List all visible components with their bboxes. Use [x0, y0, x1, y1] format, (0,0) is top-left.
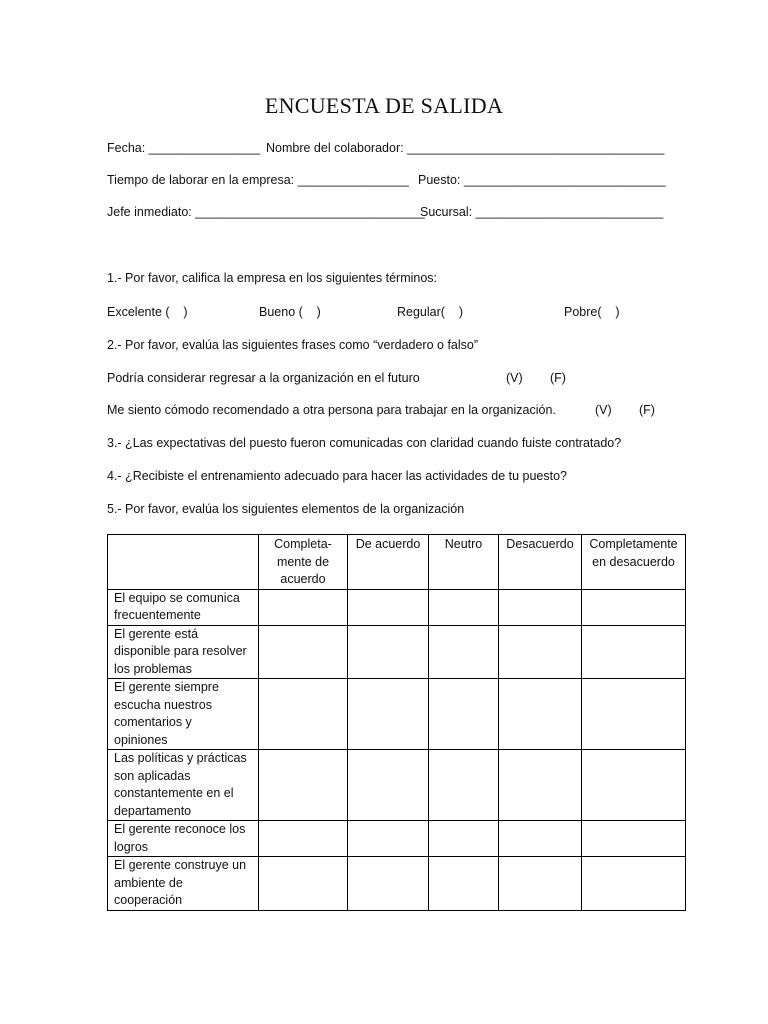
header-completamente-en-desacuerdo-l1: Completamente — [589, 537, 678, 551]
row-2-l2: disponible para resolver — [114, 644, 247, 658]
row-4-l4: departamento — [114, 803, 192, 818]
answer-cell[interactable] — [582, 857, 686, 911]
row-1-l2: frecuentemente — [114, 608, 201, 622]
question-5: 5.- Por favor, evalúa los siguientes elementos de la organización — [107, 502, 465, 516]
answer-cell[interactable] — [259, 750, 348, 821]
answer-cell[interactable] — [582, 589, 686, 625]
table-row — [108, 679, 686, 750]
row-3-l1: El gerente siempre — [114, 680, 219, 694]
sucursal-field: Sucursal: ___________________________ — [420, 205, 664, 219]
row-3-l2: escucha nuestros — [114, 697, 212, 712]
answer-cell[interactable] — [582, 750, 686, 821]
answer-cell[interactable] — [582, 625, 686, 679]
table-row — [108, 821, 686, 857]
answer-cell[interactable] — [259, 679, 348, 750]
answer-cell[interactable] — [259, 625, 348, 679]
row-label — [108, 625, 259, 679]
fecha-field: Fecha: ________________ — [107, 141, 260, 155]
statement-2: Me siento cómodo recomendado a otra persona para trabajar en la organización. — [107, 403, 556, 417]
row-2-l3: los problemas — [114, 661, 192, 676]
table-header-row — [108, 535, 686, 590]
header-completamente-en-desacuerdo-l2: en desacuerdo — [592, 554, 675, 569]
option-pobre: Pobre( ) — [564, 305, 620, 319]
header-completamente-de-acuerdo-l1: Completa- — [274, 537, 332, 551]
header-neutro: Neutro — [429, 535, 499, 590]
row-3-l3: comentarios y — [114, 715, 192, 729]
statement-1: Podría considerar regresar a la organización en el futuro — [107, 371, 420, 385]
row-6-l1: El gerente construye un — [114, 858, 247, 872]
row-6-l2: ambiente de — [114, 875, 183, 890]
question-1: 1.- Por favor, califica la empresa en los siguientes términos: — [107, 271, 438, 285]
row-label — [108, 750, 259, 821]
option-bueno: Bueno ( ) — [259, 305, 321, 319]
table-row — [108, 625, 686, 679]
answer-cell[interactable] — [499, 857, 582, 911]
row-label — [108, 821, 259, 857]
header-completamente-en-desacuerdo — [582, 535, 686, 590]
answer-cell[interactable] — [499, 821, 582, 857]
colaborador-field: Nombre del colaborador: _____________________________________ — [266, 141, 665, 155]
answer-cell[interactable] — [348, 857, 429, 911]
row-6-l3: cooperación — [114, 893, 183, 907]
row-label — [108, 857, 259, 911]
question-4: 4.- ¿Recibiste el entrenamiento adecuado para hacer las actividades de tu puesto? — [107, 469, 568, 483]
answer-cell[interactable] — [429, 679, 499, 750]
option-regular: Regular( ) — [397, 305, 463, 319]
question-2: 2.- Por favor, evalúa las siguientes frases como “verdadero o falso” — [107, 338, 479, 352]
evaluation-table — [107, 534, 686, 911]
header-de-acuerdo: De acuerdo — [348, 535, 429, 590]
row-4-l3: constantemente en el — [114, 786, 234, 800]
header-desacuerdo: Desacuerdo — [499, 535, 582, 590]
answer-cell[interactable] — [348, 679, 429, 750]
answer-cell[interactable] — [582, 679, 686, 750]
answer-cell[interactable] — [348, 625, 429, 679]
row-5-l2: logros — [114, 839, 149, 854]
row-label — [108, 589, 259, 625]
answer-cell[interactable] — [429, 821, 499, 857]
row-3-l4: opiniones — [114, 732, 168, 747]
document-title: ENCUESTA DE SALIDA — [264, 93, 504, 118]
header-completamente-de-acuerdo-l2: mente de — [276, 554, 330, 569]
table-row — [108, 589, 686, 625]
table-row — [108, 750, 686, 821]
answer-cell[interactable] — [499, 750, 582, 821]
answer-cell[interactable] — [259, 589, 348, 625]
statement-1-v: (V) — [506, 371, 523, 385]
answer-cell[interactable] — [429, 857, 499, 911]
statement-1-f: (F) — [550, 371, 566, 385]
answer-cell[interactable] — [348, 821, 429, 857]
table-row — [108, 857, 686, 911]
header-completamente-de-acuerdo — [259, 535, 348, 590]
puesto-field: Puesto: _____________________________ — [418, 173, 666, 187]
tiempo-laborar-field: Tiempo de laborar en la empresa: ________________ — [107, 173, 409, 187]
header-empty-cell — [108, 535, 259, 590]
statement-2-v: (V) — [595, 403, 612, 417]
row-2-l1: El gerente está — [114, 626, 199, 641]
answer-cell[interactable] — [499, 679, 582, 750]
row-label — [108, 679, 259, 750]
answer-cell[interactable] — [348, 589, 429, 625]
statement-2-f: (F) — [639, 403, 655, 417]
row-1-l1: El equipo se comunica — [114, 590, 240, 605]
row-4-l1: Las políticas y prácticas — [114, 751, 247, 765]
answer-cell[interactable] — [429, 750, 499, 821]
answer-cell[interactable] — [582, 821, 686, 857]
row-5-l1: El gerente reconoce los — [114, 822, 246, 836]
jefe-inmediato-field: Jefe inmediato: _________________________________ — [107, 205, 425, 219]
answer-cell[interactable] — [499, 625, 582, 679]
answer-cell[interactable] — [429, 589, 499, 625]
answer-cell[interactable] — [259, 821, 348, 857]
answer-cell[interactable] — [348, 750, 429, 821]
answer-cell[interactable] — [429, 625, 499, 679]
option-excelente: Excelente ( ) — [107, 305, 188, 319]
answer-cell[interactable] — [499, 589, 582, 625]
question-3: 3.- ¿Las expectativas del puesto fueron comunicadas con claridad cuando fuiste contratado? — [107, 436, 622, 450]
answer-cell[interactable] — [259, 857, 348, 911]
row-4-l2: son aplicadas — [114, 768, 191, 783]
header-completamente-de-acuerdo-l3: acuerdo — [280, 572, 326, 586]
